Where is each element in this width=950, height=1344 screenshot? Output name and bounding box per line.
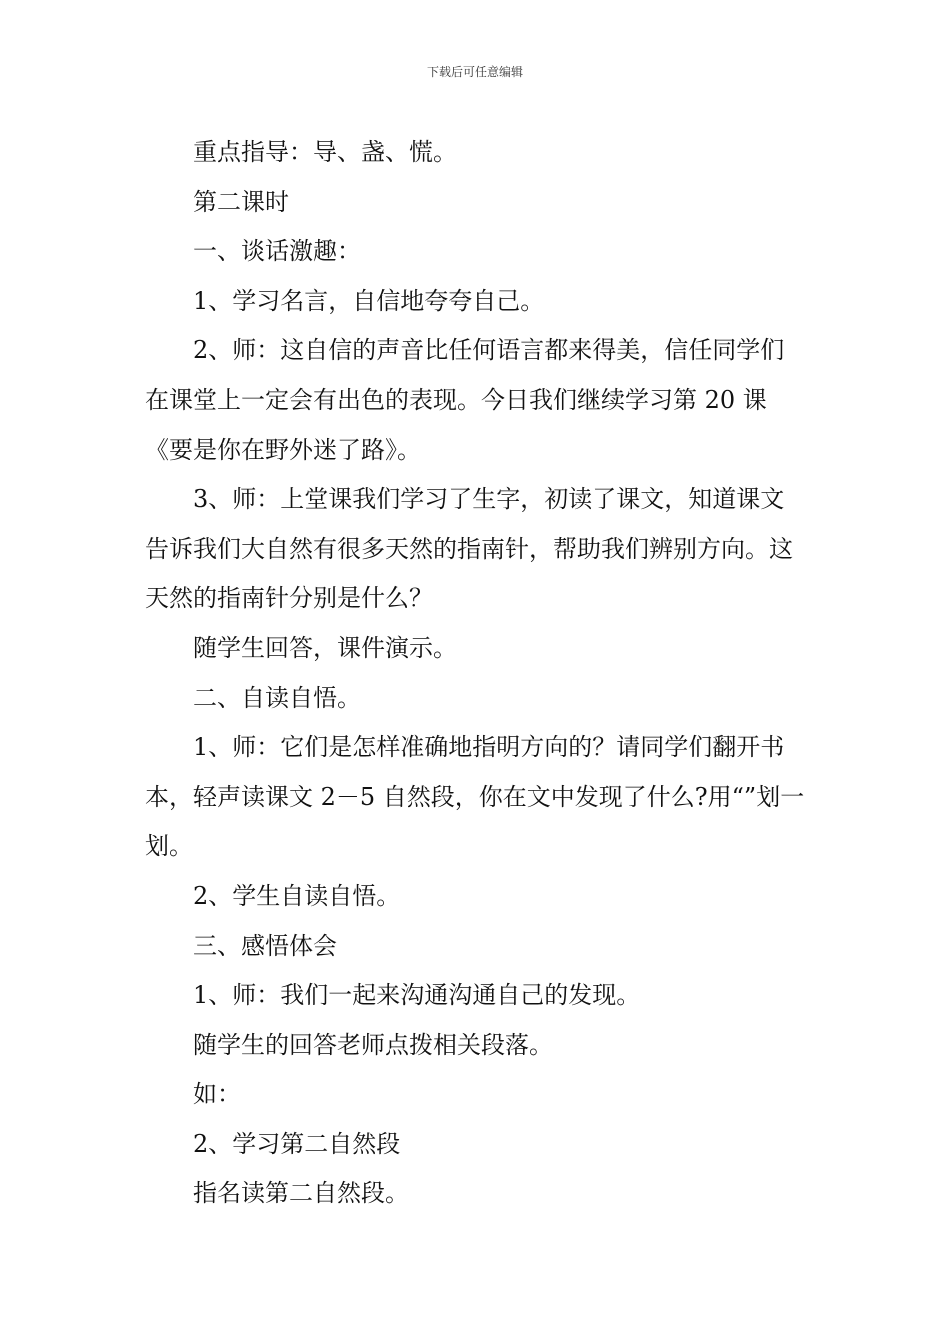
- document-body: [145, 128, 805, 1219]
- paragraph: 如：: [193, 1080, 241, 1109]
- paragraph: 随学生的回答老师点拨相关段落。: [193, 1030, 553, 1059]
- paragraph: 重点指导：导、盏、慌。: [193, 138, 457, 166]
- section-heading: 一、谈话激趣：: [193, 237, 361, 266]
- paragraph: 2、师：这自信的声音比任何语言都来得美，信任同学们在课堂上一定会有出色的表现。今日我们继续学习第 20 课《要是你在野外迷了路》。: [145, 336, 785, 464]
- section-heading: 二、自读自悟。: [193, 683, 361, 712]
- paragraph: 2、学习第二自然段: [193, 1129, 401, 1158]
- section-heading: 第二课时: [193, 187, 289, 216]
- paragraph: 指名读第二自然段。: [193, 1179, 409, 1208]
- paragraph: 1、师：我们一起来沟通沟通自己的发现。: [193, 981, 641, 1010]
- paragraph: 2、学生自读自悟。: [193, 881, 401, 910]
- section-heading: 三、感悟体会: [193, 931, 337, 960]
- paragraph: 1、学习名言，自信地夸夸自己。: [193, 286, 545, 315]
- page-header: 下载后可任意编辑: [426, 65, 523, 79]
- paragraph: 随学生回答，课件演示。: [193, 633, 457, 662]
- paragraph: 3、师：上堂课我们学习了生字，初读了课文，知道课文告诉我们大自然有很多天然的指南针，帮助我们辨别方向。这天然的指南针分别是什么？: [145, 485, 793, 613]
- paragraph: 1、师：它们是怎样准确地指明方向的？请同学们翻开书本，轻声读课文 2－5 自然段，你在文中发现了什么?用“”划一划。: [145, 733, 805, 861]
